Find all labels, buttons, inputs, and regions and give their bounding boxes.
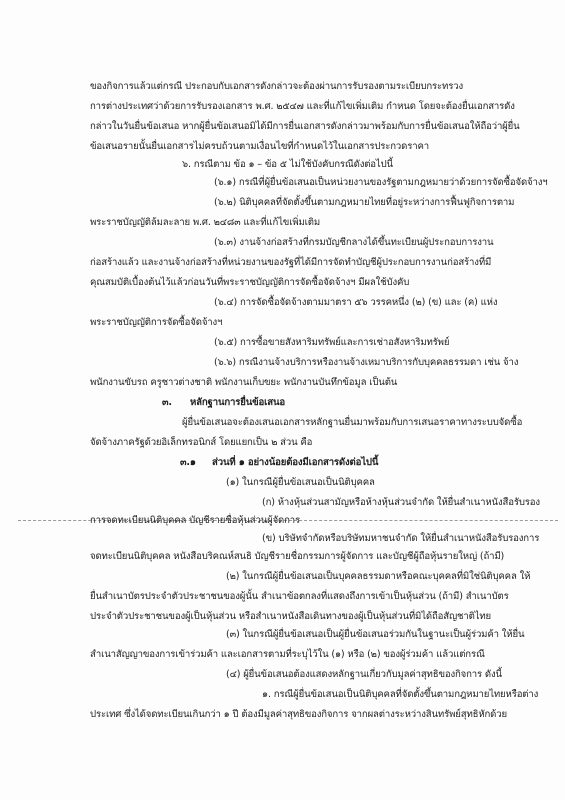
text-line: ประเทศ ซึ่งได้จดทะเบียนเกินกว่า ๑ ปี ต้องมีมูลค่าสุทธิของกิจการ จากผลต่างระหว่างสินทรัพย์สุทธิหักด้วย (90, 709, 507, 720)
text-line: จัดจ้างภาครัฐด้วยอิเล็กทรอนิกส์ โดยแยกเป็น ๒ ส่วน คือ (90, 437, 313, 448)
text-line: ๑. กรณีผู้ยื่นข้อเสนอเป็นนิติบุคคลที่จัดตั้งขึ้นตามกฎหมายไทยหรือต่าง (262, 689, 539, 700)
text-line: (๖.๕) การซื้อขายสังหาริมทรัพย์และการเช่าอสังหาริมทรัพย์ (214, 337, 450, 348)
text-line: ข้อเสนอรายนั้นยื่นเอกสารไม่ครบถ้วนตามเงื่อนไขที่กำหนดไว้ในเอกสารประกวดราคา (90, 141, 429, 152)
text-line: (๖.๓) งานจ้างก่อสร้างที่กรมบัญชีกลางได้ขึ้นทะเบียนผู้ประกอบการงาน (214, 237, 494, 248)
text-line: (ข) บริษัทจำกัดหรือบริษัทมหาชนจำกัด ให้ยื่นสำเนาหนังสือรับรองการ (262, 533, 540, 544)
text-line: ผู้ยื่นข้อเสนอจะต้องเสนอเอกสารหลักฐานยื่นมาพร้อมกับการเสนอราคาทางระบบจัดซื้อ (182, 417, 523, 428)
section-heading: หลักฐานการยื่นข้อเสนอ (190, 397, 286, 408)
text-line: (๖.๒) นิติบุคคลที่จัดตั้งขึ้นตามกฎหมายไทยที่อยู่ระหว่างการฟื้นฟูกิจการตาม (214, 197, 515, 208)
text-line: ประจำตัวประชาชนของผู้เป็นหุ้นส่วน หรือสำเนาหนังสือเดินทางของผู้เป็นหุ้นส่วนที่มิได้ถือสัญชาติไทย (90, 611, 491, 622)
text-line: สำเนาสัญญาของการเข้าร่วมค้า และเอกสารตามที่ระบุไว้ใน (๑) หรือ (๒) ของผู้ร่วมค้า แล้วแต่กรณี (90, 649, 485, 660)
text-line: พระราชบัญญัติล้มละลาย พ.ศ. ๒๔๘๓ และที่แก้ไขเพิ่มเติม (90, 217, 321, 228)
text-line: (ก) ห้างหุ้นส่วนสามัญหรือห้างหุ้นส่วนจำกัด ให้ยื่นสำเนาหนังสือรับรอง (262, 497, 540, 508)
text-line: การต่างประเทศว่าด้วยการรับรองเอกสาร พ.ศ. ๒๕๔๗ และที่แก้ไขเพิ่มเติม กำหนด โดยจะต้องยื่นเอกสารดัง (90, 101, 515, 112)
text-line: (๖.๖) กรณีงานจ้างบริการหรืองานจ้างเหมาบริการกับบุคคลธรรมดา เช่น จ้าง (214, 357, 519, 368)
text-line: (๓) ในกรณีผู้ยื่นข้อเสนอเป็นผู้ยื่นข้อเสนอร่วมกันในฐานะเป็นผู้ร่วมค้า ให้ยื่น (226, 629, 525, 640)
text-line: กล่าวในวันยื่นข้อเสนอ หากผู้ยื่นข้อเสนอมิได้มีการยื่นเอกสารดังกล่าวมาพร้อมกับการยื่นข้อเสนอให้ถือว่าผู้ยื่น (90, 121, 520, 132)
section-number: ๓. (162, 397, 172, 408)
text-line: (๑) ในกรณีผู้ยื่นข้อเสนอเป็นนิติบุคคล (226, 477, 375, 488)
text-line: ๖. กรณีตาม ข้อ ๑ – ข้อ ๕ ไม่ใช้บังคับกรณีดังต่อไปนี้ (182, 159, 393, 170)
text-line: พระราชบัญญัติการจัดซื้อจัดจ้างฯ (90, 317, 223, 328)
text-line: (๔) ผู้ยื่นข้อเสนอต้องแสดงหลักฐานเกี่ยวกับมูลค่าสุทธิของกิจการ ดังนี้ (226, 669, 502, 680)
subsection-number: ๓.๑ (180, 457, 196, 468)
text-line: คุณสมบัติเบื้องต้นไว้แล้วก่อนวันที่พระราชบัญญัติการจัดซื้อจัดจ้างฯ มีผลใช้บังคับ (90, 277, 410, 288)
text-line: จดทะเบียนนิติบุคคล หนังสือบริคณห์สนธิ บัญชีรายชื่อกรรมการผู้จัดการ และบัญชีผู้ถือหุ้นรายใหญ่ (ถ้ามี) (90, 551, 505, 562)
text-line: (๖.๔) การจัดซื้อจัดจ้างตามมาตรา ๕๖ วรรคหนึ่ง (๒) (ข) และ (ค) แห่ง (214, 297, 498, 308)
text-line: พนักงานขับรถ ครูชาวต่างชาติ พนักงานเก็บขยะ พนักงานบันทึกข้อมูล เป็นต้น (90, 377, 398, 388)
subsection-heading: ส่วนที่ ๑ อย่างน้อยต้องมีเอกสารดังต่อไปนี้ (212, 457, 379, 468)
text-line: (๒) ในกรณีผู้ยื่นข้อเสนอเป็นบุคคลธรรมดาหรือคณะบุคคลที่มิใช่นิติบุคคล ให้ (226, 571, 531, 582)
text-line: ยื่นสำเนาบัตรประจำตัวประชาชนของผู้นั้น สำเนาข้อตกลงที่แสดงถึงการเข้าเป็นหุ้นส่วน (ถ้ามี) สำเนาบัตร (90, 591, 509, 602)
text-line: การจดทะเบียนนิติบุคคล บัญชีรายชื่อหุ้นส่วนผู้จัดการ (90, 515, 301, 526)
text-line: ก่อสร้างแล้ว และงานจ้างก่อสร้างที่หน่วยงานของรัฐที่ได้มีการจัดทำบัญชีผู้ประกอบการงานก่อสร้างที่มี (90, 257, 492, 268)
text-line: ของกิจการแล้วแต่กรณี ประกอบกับเอกสารดังกล่าวจะต้องผ่านการรับรองตามระเบียบกระทรวง (90, 81, 463, 92)
text-line: (๖.๑) กรณีที่ผู้ยื่นข้อเสนอเป็นหน่วยงานของรัฐตามกฎหมายว่าด้วยการจัดซื้อจัดจ้างฯ (214, 177, 548, 188)
